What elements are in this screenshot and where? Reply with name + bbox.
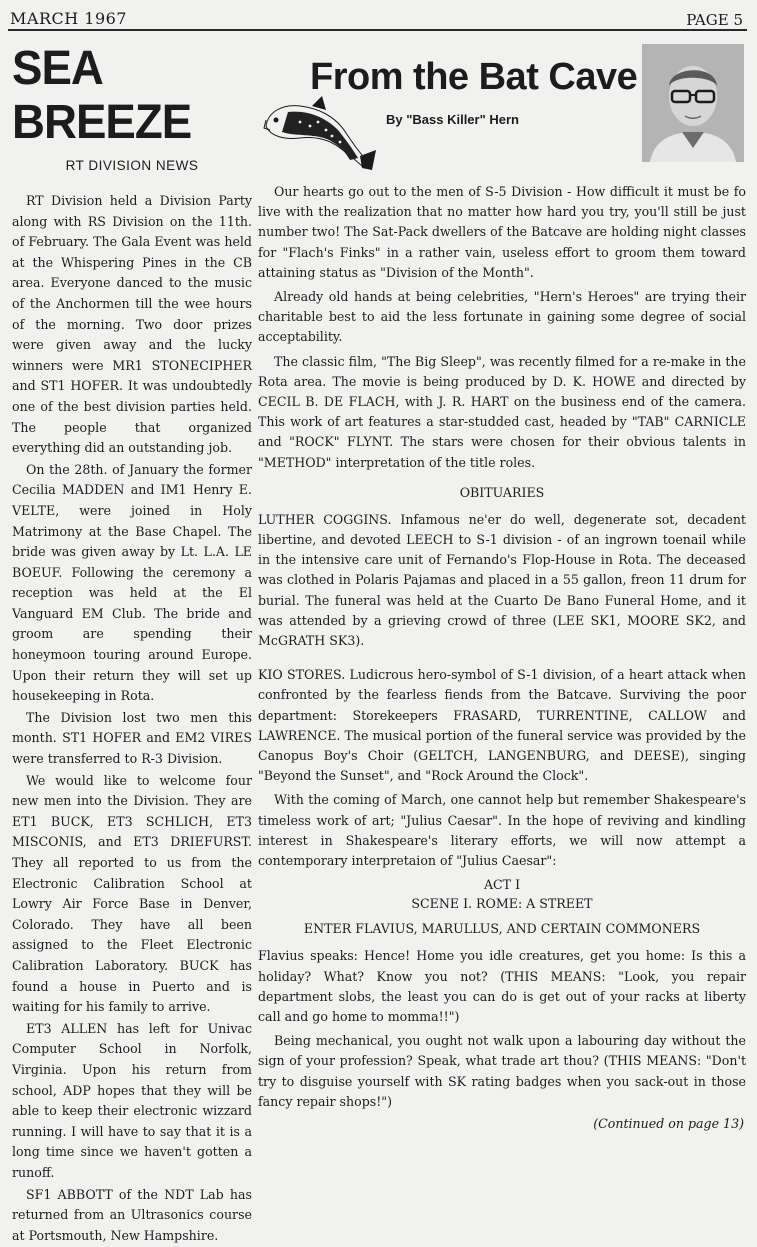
obituary-2: KIO STORES. Ludicrous hero-symbol of S-1 division, of a heart attack when confronted by the fearless fiends from the Batcave. Surviving the poor department: Storekeepers FRASARD, TURRENTINE, CALLOW and LAWRENCE. The musical portion of the funeral service was provided by the Canopus Boy's Choir (GELTCH, LANGENBURG, and DEESE), singing "Beyond the Sunset", and "Rock Around the Clock". [258, 667, 746, 784]
rt-paragraph-6: SF1 ABBOTT of the NDT Lab has returned from an Ultrasonics course at Portsmouth, New Hampshire. [12, 1186, 252, 1243]
page-number: PAGE 5 [686, 11, 743, 29]
rt-paragraph-5: ET3 ALLEN has left for Univac Computer School in Norfolk, Virginia. Upon his return from school, ADP hopes that they will be able to keep their electronic wizzard running. I will have to say that it is a long time since we haven't gotten a runoff. [12, 1020, 252, 1180]
bat-paragraph-1: Our hearts go out to the men of S-5 Division - How difficult it must be fo live with the realization that no matter how hard you try, you'll still be just number two! The Sat-Pack dwellers of the Batcave are holding night classes for "Flach's Finks" in a rather vain, useless effort to groom them toward attaining status as "Division of the Month". [258, 184, 746, 280]
left-column [12, 42, 252, 1247]
play-scene: SCENE I. ROME: A STREET [411, 896, 593, 912]
obituaries-heading: OBITUARIES [459, 484, 545, 500]
play-act: ACT I [483, 877, 521, 893]
article-title: From the Bat Cave [310, 56, 638, 98]
masthead: SEA BREEZE [12, 42, 192, 149]
rt-paragraph-4: We would like to welcome four new men into the Division. They are ET1 BUCK, ET3 SCHLICH, ET3 MISCONIS, and ET3 DRIEFURST. They all reported to us from the Electronic Calibration School at Lowry Air Force Base in Denver, Colorado. They have all been assigned to the Fleet Electronic Calibration Laboratory. BUCK has found a house in Puerto and is waiting for his family to arrive. [12, 772, 252, 1015]
play-enter: ENTER FLAVIUS, MARULLUS, AND CERTAIN COMMONERS [303, 921, 701, 937]
author-photo [642, 44, 744, 162]
bat-paragraph-2: Already old hands at being celebrities, "Hern's Heroes" are trying their charitable best to aid the less fortunate in gaining some degree of social acceptability. [258, 289, 746, 345]
play-line-1: Flavius speaks: Hence! Home you idle creatures, get you home: Is this a holiday? What? Know you not? (THIS MEANS: "Look, you repair department slobs, the least you can do is get out of your racks at liberty call and go home to momma!!") [258, 948, 746, 1024]
issue-date: MARCH 1967 [10, 9, 127, 28]
continued-note: (Continued on page 13) [593, 1115, 744, 1131]
obituary-1: LUTHER COGGINS. Infamous ne'er do well, degenerate sot, decadent libertine, and devoted LEECH to S-1 division - of an ingrown toenail while in the intensive care unit of Fernando's Flop-House in Rota. The deceased was clothed in Polaris Pajamas and placed in a 55 gallon, freon 11 drum for burial. The funeral was held at the Cuarto De Bano Funeral Home, and it was attended by a grieving crowd of three (LEE SK1, MOORE SK2, and McGRATH SK3). [258, 511, 746, 649]
rt-paragraph-3: The Division lost two men this month. ST1 HOFER and EM2 VIRES were transferred to R-3 Division. [12, 709, 252, 767]
julius-caesar-intro: With the coming of March, one cannot help but remember Shakespeare's timeless work of art; "Julius Caesar". In the hope of reviving and kindling interest in Shakespeare's literary efforts, we will now attempt a contemporary interpretaion of "Julius Caesar": [258, 792, 746, 869]
article-body [258, 182, 746, 1131]
byline: By "Bass Killer" Hern [386, 112, 519, 127]
rt-paragraph-1: RT Division held a Division Party along with RS Division on the 11th. of February. The Gala Event was held at the Whispering Pines in the CB area. Everyone danced to the music of the Anchormen till the wee hours of the morning. Two door prizes were given away and the lucky winners were MR1 STONECIPHER and ST1 HOFER. It was undoubtedly one of the best division parties held. The people that organized everything did an outstanding job. [12, 193, 252, 456]
bat-paragraph-3: The classic film, "The Big Sleep", was recently filmed for a re-make in the Rota area. The movie is being produced by D. K. HOWE and directed by CECIL B. DE FLACH, with J. R. HART on the business end of the camera. This work of art features a star-studded cast, headed by "TAB" CARNICLE and "ROCK" FLYNT. The stars were chosen for their obvious talents in "METHOD" interpretation of the title roles. [258, 353, 746, 470]
rt-paragraph-2: On the 28th. of January the former Cecilia MADDEN and IM1 Henry E. VELTE, were joined in Holy Matrimony at the Base Chapel. The bride was given away by Lt. L.A. LE BOEUF. Following the ceremony a reception was held at the El Vanguard EM Club. The bride and groom are spending their honeymoon touring around Europe. Upon their return they will set up housekeeping in Rota. [12, 461, 252, 704]
header-rule [8, 29, 747, 31]
bass-fish-illustration [260, 82, 378, 172]
play-line-2: Being mechanical, you ought not walk upon a labouring day without the sign of your profession? Speak, what trade art thou? (THIS MEANS: "Don't try to disguise yourself with SK rating badges when you sack-out in those fancy repair shops!") [258, 1033, 746, 1109]
section-heading: RT DIVISION NEWS [65, 158, 199, 173]
